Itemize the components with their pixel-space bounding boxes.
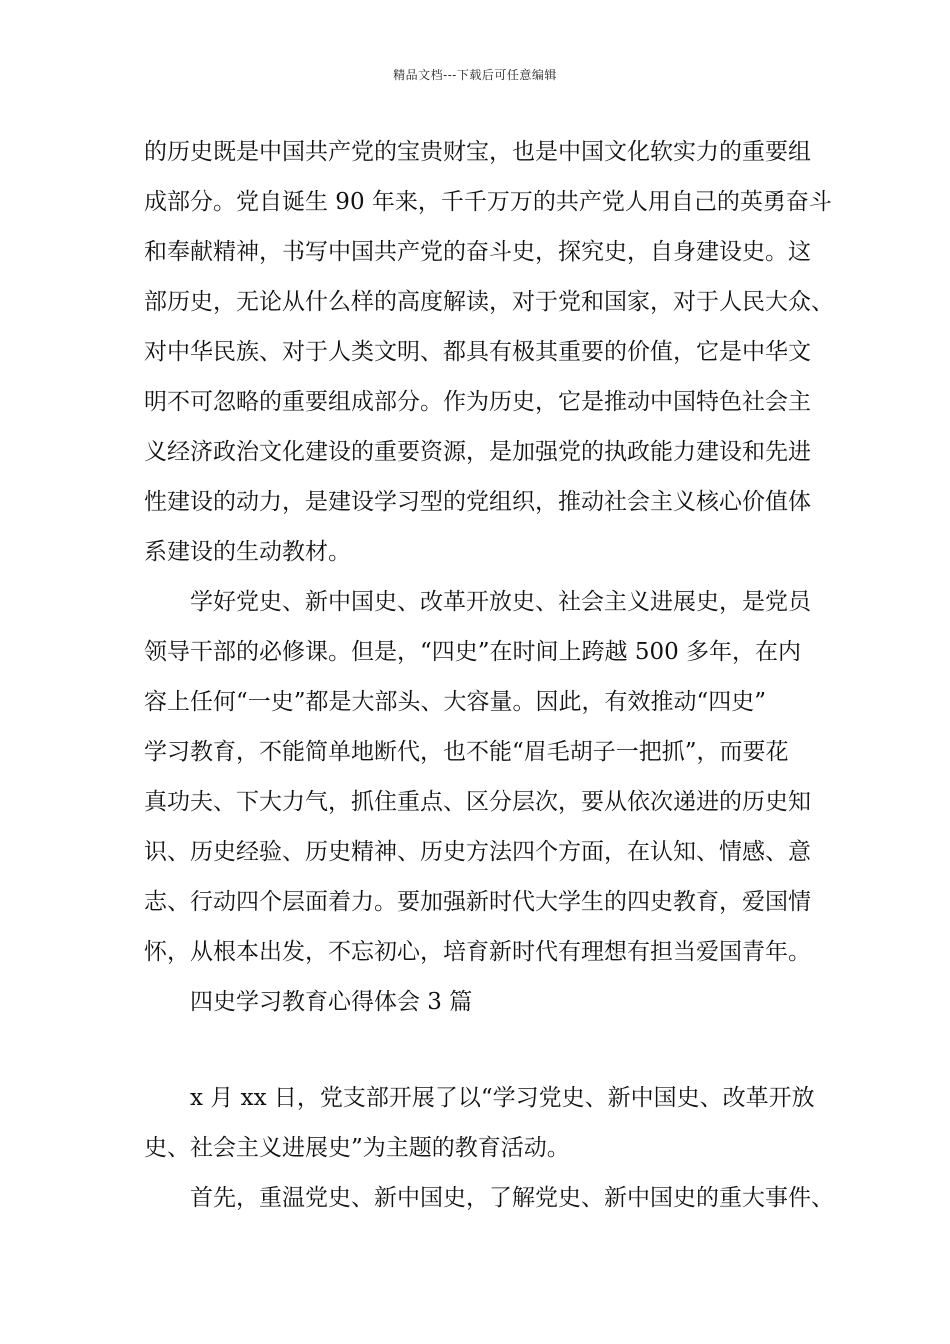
body-line: 识、历史经验、历史精神、历史方法四个方面，在认知、情感、意: [144, 839, 811, 865]
body-line: 成部分。党自诞生 90 年来，千千万万的共产党人用自己的英勇奋斗: [144, 189, 832, 215]
body-line: 真功夫、下大力气，抓住重点、区分层次，要从依次递进的历史知: [144, 789, 811, 815]
page-header: 精品文档---下载后可任意编辑: [393, 68, 557, 82]
body-line: 义经济政治文化建设的重要资源，是加强党的执政能力建设和先进: [144, 439, 811, 465]
paragraph-first-line: 学好党史、新中国史、改革开放史、社会主义进展史，是党员: [190, 589, 811, 615]
body-line: 容上任何“一史”都是大部头、大容量。因此，有效推动“四史”: [144, 689, 767, 715]
body-line: 系建设的生动教材。: [144, 539, 351, 565]
body-line: 领导干部的必修课。但是，“四史”在时间上跨越 500 多年，在内: [144, 639, 802, 665]
body-line: 对中华民族、对于人类文明、都具有极其重要的价值，它是中华文: [144, 339, 811, 365]
body-line: 和奉献精神，书写中国共产党的奋斗史，探究史，自身建设史。这: [144, 239, 811, 265]
body-line: 明不可忽略的重要组成部分。作为历史，它是推动中国特色社会主: [144, 389, 811, 415]
body-line: 怀，从根本出发，不忘初心，培育新时代有理想有担当爱国青年。: [144, 939, 811, 965]
body-line: 史、社会主义进展史”为主题的教育活动。: [144, 1135, 570, 1161]
paragraph-first-line: 首先，重温党史、新中国史，了解党史、新中国史的重大事件、: [190, 1185, 834, 1211]
section-title: 四史学习教育心得体会 3 篇: [190, 989, 473, 1015]
body-line: 部历史，无论从什么样的高度解读，对于党和国家，对于人民大众、: [144, 289, 834, 315]
body-line: 性建设的动力，是建设学习型的党组织，推动社会主义核心价值体: [144, 489, 811, 515]
body-line: 志、行动四个层面着力。要加强新时代大学生的四史教育，爱国情: [144, 889, 811, 915]
paragraph-first-line: x 月 xx 日，党支部开展了以“学习党史、新中国史、改革开放: [190, 1085, 815, 1111]
body-line: 学习教育，不能简单地断代，也不能“眉毛胡子一把抓”，而要花: [144, 739, 789, 765]
body-line: 的历史既是中国共产党的宝贵财宝，也是中国文化软实力的重要组: [144, 139, 811, 165]
